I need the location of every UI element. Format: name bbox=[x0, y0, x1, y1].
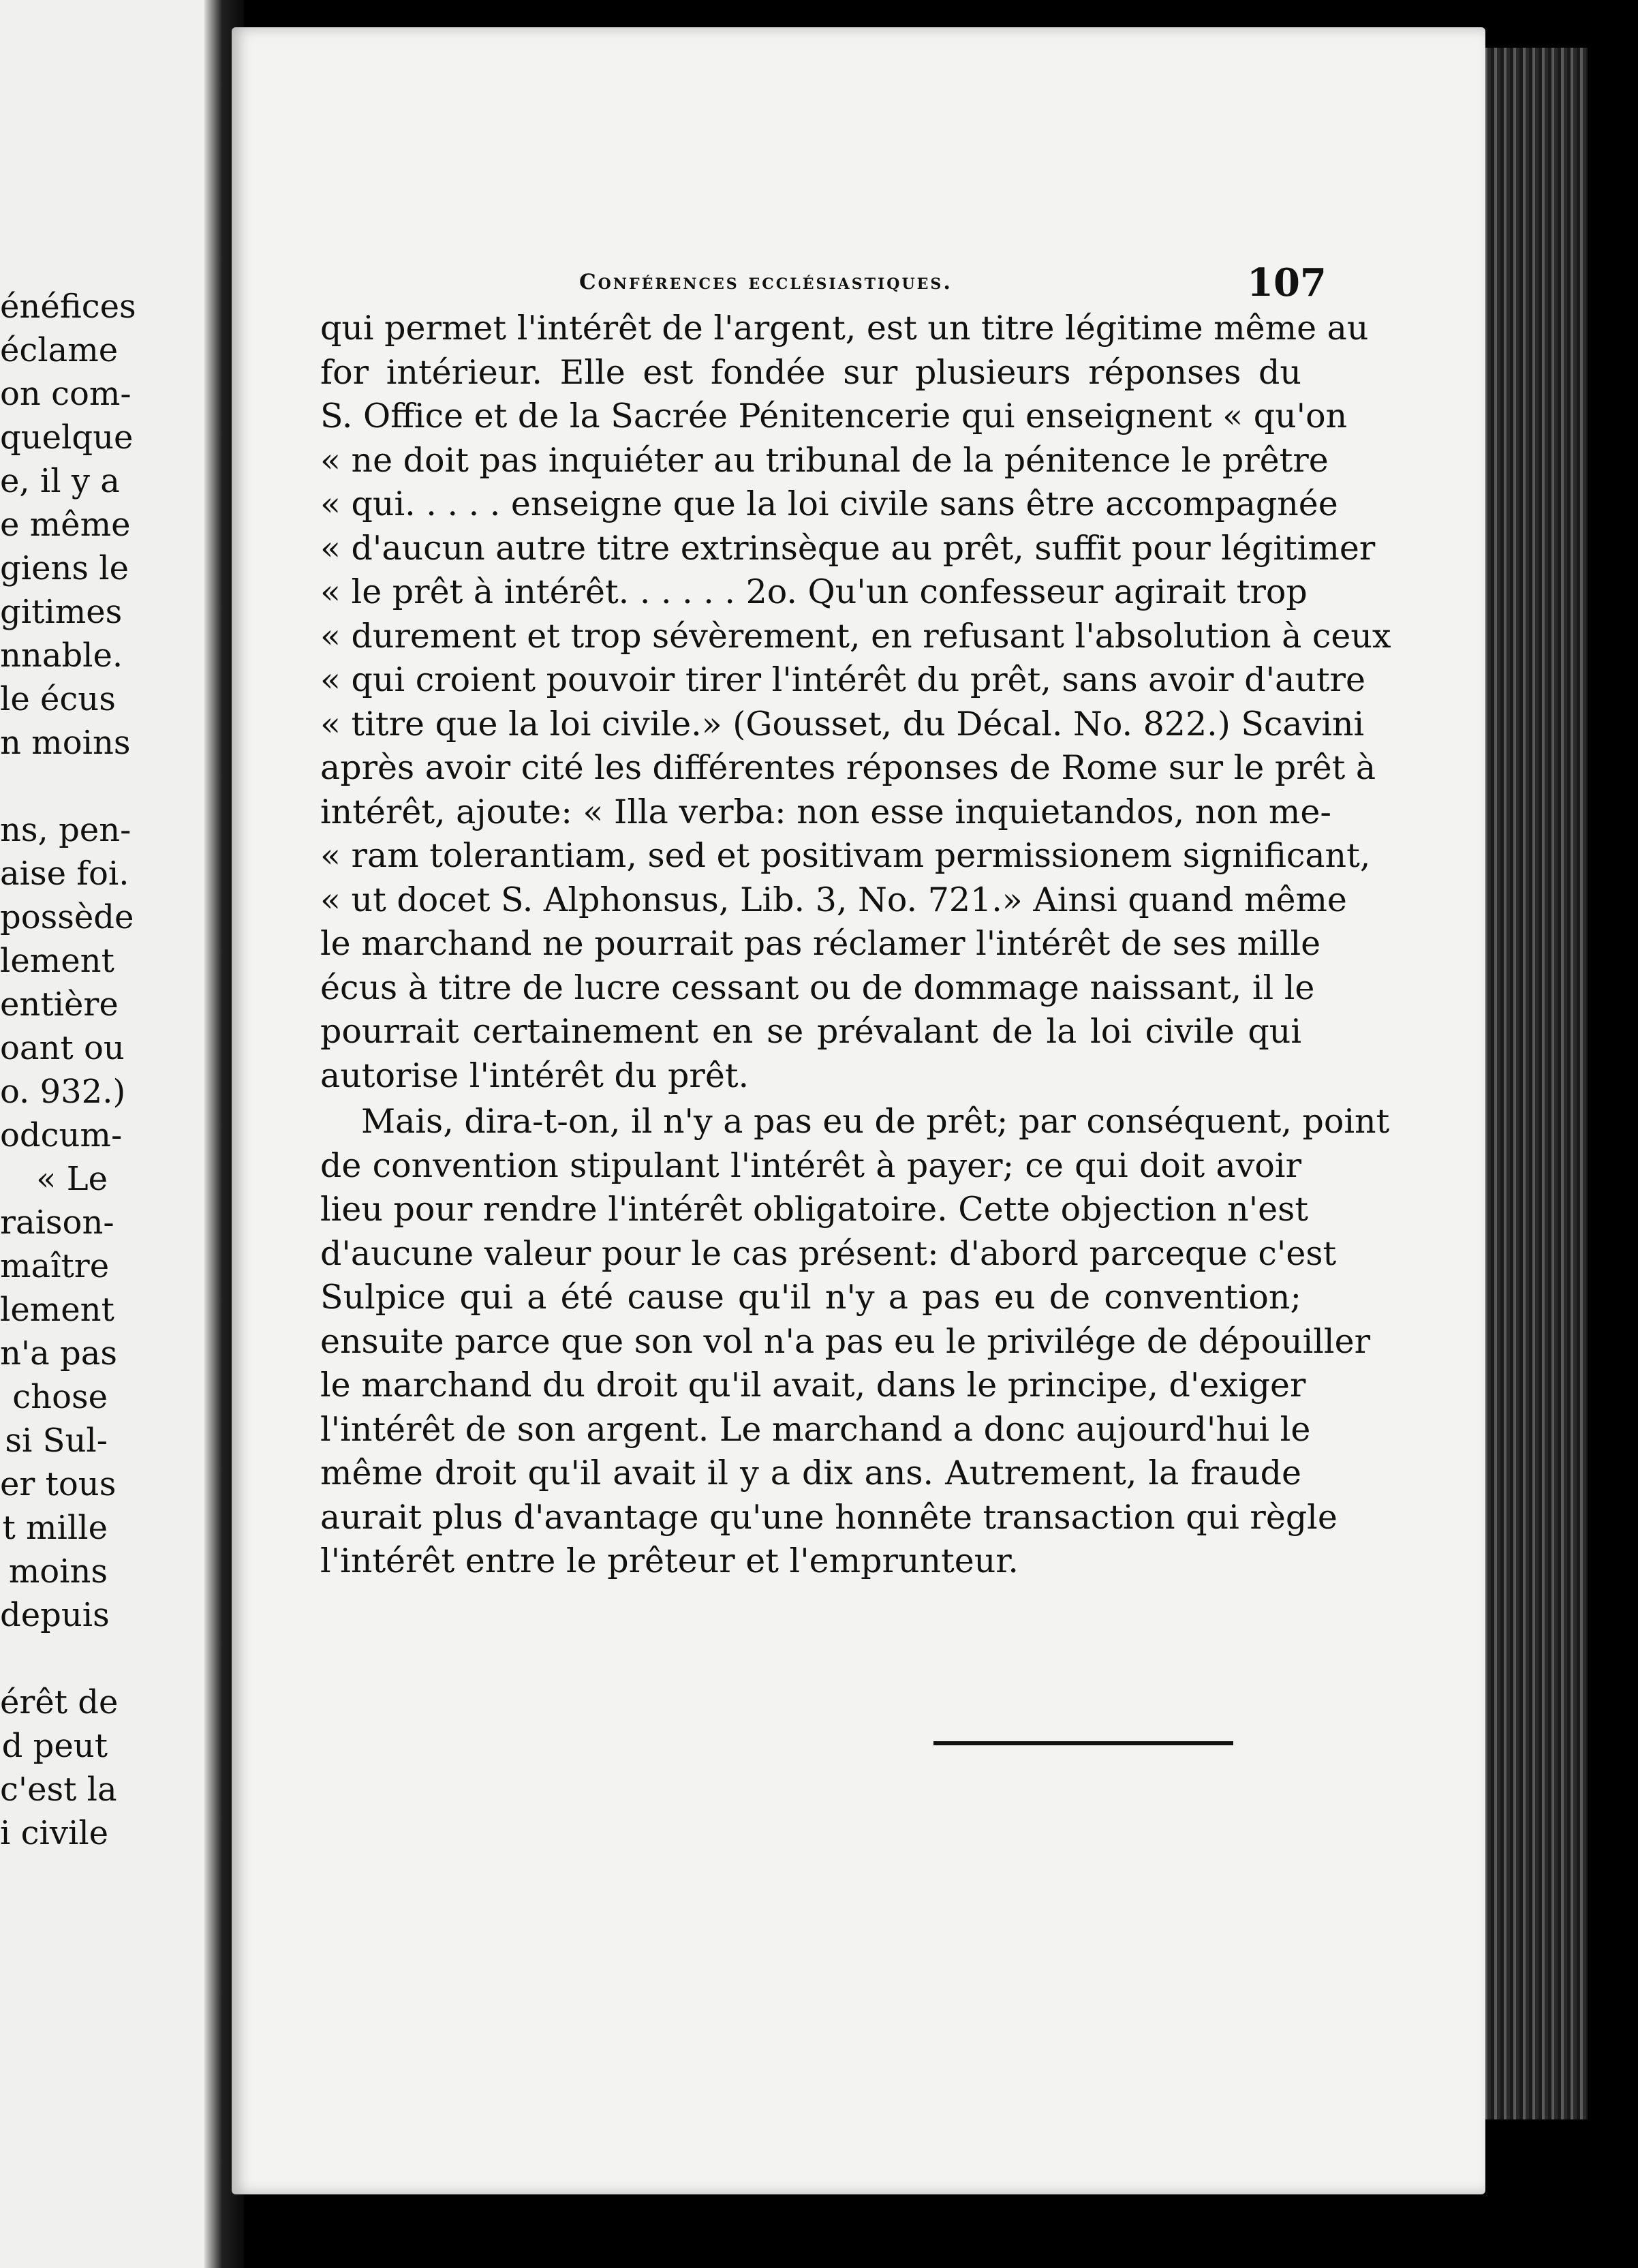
left-page-line: n'a pas bbox=[0, 1334, 117, 1373]
left-page-line: o. 932.) bbox=[0, 1073, 126, 1111]
left-page-line: t mille bbox=[2, 1509, 108, 1547]
page-edges bbox=[1472, 48, 1588, 2119]
text-line: « d'aucun autre titre extrinsèque au prêt, suffit pour légitimer bbox=[320, 528, 1376, 568]
left-page-line: maître bbox=[0, 1247, 110, 1285]
text-line: « ram tolerantiam, sed et positivam permissionem significant, bbox=[320, 836, 1371, 875]
left-page-line: le écus bbox=[0, 680, 116, 718]
text-line: Sulpice qui a été cause qu'il n'y a pas eu de convention; bbox=[320, 1278, 1301, 1317]
text-line: « le prêt à intérêt. . . . . . 2o. Qu'un confesseur agirait trop bbox=[320, 572, 1308, 611]
left-page-line: érêt de bbox=[0, 1683, 119, 1721]
left-page-line: quelque bbox=[0, 418, 134, 457]
left-page-line: entière bbox=[0, 985, 119, 1024]
text-line: for intérieur. Elle est fondée sur plusieurs réponses du bbox=[320, 352, 1301, 392]
body-text bbox=[320, 307, 1391, 1584]
text-line: « qui croient pouvoir tirer l'intérêt du prêt, sans avoir d'autre bbox=[320, 660, 1365, 699]
text-line: S. Office et de la Sacrée Pénitencerie qui enseignent « qu'on bbox=[320, 397, 1348, 435]
left-page-line: n moins bbox=[0, 724, 131, 762]
text-line: intérêt, ajoute: « Illa verba: non esse inquietandos, non me- bbox=[320, 792, 1331, 831]
text-line: de convention stipulant l'intérêt à payer; ce qui doit avoir bbox=[320, 1146, 1301, 1185]
left-page-line: aise foi. bbox=[0, 855, 129, 893]
left-page-line: moins bbox=[8, 1552, 108, 1591]
left-page-line: éclame bbox=[0, 331, 119, 369]
left-page-line: lement bbox=[0, 1291, 114, 1329]
text-line: qui permet l'intérêt de l'argent, est un titre légitime même au bbox=[320, 309, 1369, 348]
end-rule bbox=[933, 1741, 1233, 1745]
text-line: « titre que la loi civile.» (Gousset, du Décal. No. 822.) Scavini bbox=[320, 704, 1365, 744]
text-line: Mais, dira-t-on, il n'y a pas eu de prêt; par conséquent, point bbox=[361, 1102, 1390, 1141]
left-page-line: c'est la bbox=[0, 1771, 117, 1809]
text-line: lieu pour rendre l'intérêt obligatoire. Cette objection n'est bbox=[320, 1190, 1309, 1229]
left-page-line: giens le bbox=[0, 549, 129, 587]
text-line: l'intérêt de son argent. Le marchand a donc aujourd'hui le bbox=[320, 1409, 1311, 1449]
left-page-line: lement bbox=[0, 942, 114, 980]
left-page-line: i civile bbox=[0, 1814, 109, 1852]
left-page-line: énéfices bbox=[0, 288, 136, 326]
text-line: d'aucune valeur pour le cas présent: d'abord parceque c'est bbox=[320, 1233, 1337, 1273]
text-line: l'intérêt entre le prêteur et l'emprunteur. bbox=[320, 1542, 1019, 1580]
left-page bbox=[0, 0, 228, 2268]
paragraph bbox=[320, 307, 1391, 1098]
left-page-line: nnable. bbox=[0, 637, 123, 675]
paragraph bbox=[320, 1100, 1390, 1584]
text-line: après avoir cité les différentes réponses de Rome sur le prêt à bbox=[320, 748, 1376, 787]
left-page-line: « Le bbox=[36, 1160, 108, 1198]
running-title: Conférences ecclésiastiques. bbox=[579, 270, 953, 294]
text-line: pourrait certainement en se prévalant de la loi civile qui bbox=[320, 1012, 1301, 1051]
page-number: 107 bbox=[1247, 260, 1327, 305]
left-page-line: oant ou bbox=[0, 1029, 125, 1067]
right-page bbox=[232, 27, 1485, 2194]
left-page-line: gitimes bbox=[0, 593, 123, 631]
left-page-line: si Sul- bbox=[5, 1422, 108, 1460]
text-line: ensuite parce que son vol n'a pas eu le privilége de dépouiller bbox=[320, 1321, 1371, 1361]
left-page-line: raison- bbox=[0, 1204, 114, 1242]
text-line: « durement et trop sévèrement, en refusant l'absolution à ceux bbox=[320, 616, 1391, 656]
left-page-line: d peut bbox=[1, 1727, 108, 1765]
left-page-line: possède bbox=[0, 898, 134, 936]
text-line: aurait plus d'avantage qu'une honnête transaction qui règle bbox=[320, 1497, 1338, 1537]
left-page-line: e, il y a bbox=[0, 462, 120, 500]
page-header bbox=[232, 260, 1485, 308]
left-page-line: depuis bbox=[0, 1596, 110, 1634]
text-line: « qui. . . . . enseigne que la loi civile sans être accompagnée bbox=[320, 485, 1338, 523]
text-line: le marchand ne pourrait pas réclamer l'intérêt de ses mille bbox=[320, 924, 1321, 963]
left-page-line: odcum- bbox=[0, 1116, 123, 1154]
text-line: écus à titre de lucre cessant ou de dommage naissant, il le bbox=[320, 968, 1315, 1007]
text-line: autorise l'intérêt du prêt. bbox=[320, 1056, 750, 1095]
text-line: même droit qu'il avait il y a dix ans. Autrement, la fraude bbox=[320, 1454, 1301, 1492]
text-line: « ut docet S. Alphonsus, Lib. 3, No. 721.» Ainsi quand même bbox=[320, 880, 1347, 919]
left-page-line: on com- bbox=[0, 375, 132, 413]
left-page-line: chose bbox=[12, 1378, 108, 1416]
left-page-line: e même bbox=[0, 506, 131, 544]
left-page-line: er tous bbox=[0, 1465, 117, 1503]
text-line: « ne doit pas inquiéter au tribunal de la pénitence le prêtre bbox=[320, 440, 1329, 480]
left-page-text-fragments bbox=[0, 0, 136, 2268]
left-page-line: ns, pen- bbox=[0, 811, 132, 849]
text-line: le marchand du droit qu'il avait, dans le principe, d'exiger bbox=[320, 1366, 1306, 1405]
